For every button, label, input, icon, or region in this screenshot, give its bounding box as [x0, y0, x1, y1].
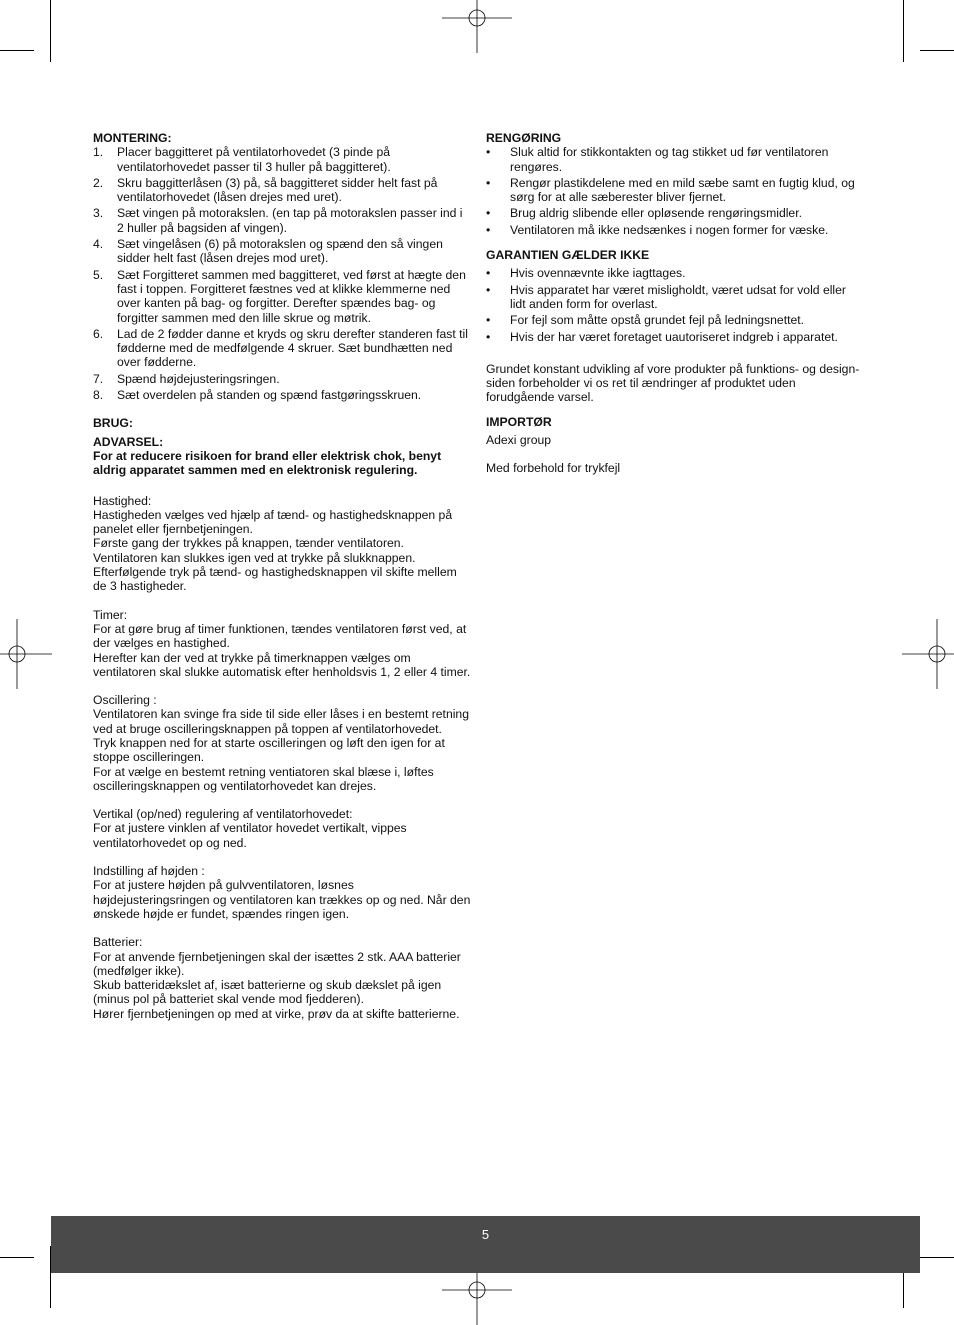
list-item: 7. Spænd højdejusteringsringen. [93, 371, 280, 386]
registration-mark-icon [902, 619, 954, 689]
bullet-icon: • [486, 329, 491, 344]
rengoering-heading: RENGØRING [486, 131, 562, 145]
advarsel-text: For at reducere risikoen for brand eller elektrisk chok, benyt aldrig apparatet sammen med en elektronisk regulering. [93, 448, 442, 478]
list-item: • Sluk altid for stikkontakten og tag stikket ud før ventilatoren rengøres. [486, 145, 829, 174]
list-item: • Brug aldrig slibende eller opløsende rengøringsmidler. [486, 206, 802, 221]
garanti-heading: GARANTIEN GÆLDER IKKE [486, 248, 650, 263]
registration-mark-icon [442, 0, 512, 53]
list-item: 3. Sæt vingen på motorakslen. (en tap på motorakslen passer ind i 2 huller på bagsiden af vingen). [93, 206, 463, 235]
footer-bar [51, 1216, 920, 1273]
hastighed-text: Første gang der trykkes på knappen, tænder ventilatoren. [93, 536, 404, 551]
list-item: • Hvis ovennævnte ikke iagttages. [486, 266, 686, 281]
list-item: 4. Sæt vingelåsen (6) på motorakslen og spænd den så vingen sidder helt fast (låsen drejes mod uret). [93, 237, 443, 266]
importoer-heading: IMPORTØR [486, 414, 552, 429]
crop-mark [0, 1257, 34, 1258]
left-column [93, 131, 471, 1021]
bullet-icon: • [486, 145, 491, 160]
vertikal-text: For at justere vinklen af ventilator hovedet vertikalt, vippes ventilatorhovedet op og ned. [93, 821, 407, 850]
list-item: • Hvis apparatet har været misligholdt, været udsat for vold eller lidt anden form for overlast. [486, 282, 846, 311]
right-column [486, 131, 864, 476]
list-item: 6. Lad de 2 fødder danne et kryds og skru derefter standeren fast til fødderne med de medfølgende 4 skruer. Sæt bundhætten ned over fødderne. [93, 326, 468, 370]
oscillering-heading: Oscillering : [93, 693, 157, 708]
list-item: • Rengør plastikdelene med en mild sæbe samt en fugtig klud, og sørg for at alle sæberester bliver fjernet. [486, 175, 855, 205]
batterier-text: Hører fjernbetjeningen op med at virke, prøv da at skifte batterierne. [93, 1006, 460, 1021]
list-item: 2. Skru baggitterlåsen (3) på, så baggitteret sidder helt fast på ventilatorhovedet (låsen drejes med uret). [93, 175, 438, 205]
timer-text: For at gøre brug af timer funktionen, tændes ventilatoren først ved, at der vælges en hastighed. [93, 621, 467, 651]
page-number: 5 [481, 1227, 490, 1242]
crop-mark [903, 0, 904, 62]
hoejde-heading: Indstilling af højden : [93, 864, 205, 879]
crop-mark [0, 50, 34, 51]
crop-mark [920, 1257, 954, 1258]
list-item: • For fejl som måtte opstå grundet fejl på ledningsnettet. [486, 313, 805, 328]
bullet-icon: • [486, 206, 491, 221]
batterier-text: For at anvende fjernbetjeningen skal der isættes 2 stk. AAA batterier (medfølger ikke). [93, 949, 461, 978]
development-text: Grundet konstant udvikling af vore produkter på funktions- og design-siden forbeholder vi os ret til ændringer af produktet uden forudgående varsel. [486, 361, 860, 405]
hastighed-text: Hastigheden vælges ved hjælp af tænd- og hastighedsknappen på panelet eller fjernbetjeningen. [93, 507, 453, 537]
list-item: 1. Placer baggitteret på ventilatorhovedet (3 pinde på ventilatorhovedet passer til 3 huller på baggitteret). [93, 145, 391, 174]
advarsel-heading: ADVARSEL: [93, 434, 164, 449]
list-item: 8. Sæt overdelen på standen og spænd fastgøringsskruen. [93, 388, 422, 403]
bullet-icon: • [486, 175, 491, 190]
rengoering-list [486, 145, 864, 237]
list-item: • Ventilatoren må ikke nedsænkes i nogen former for væske. [486, 222, 829, 237]
bullet-icon: • [486, 266, 491, 281]
hastighed-text: Efterfølgende tryk på tænd- og hastighedsknappen vil skifte mellem de 3 hastigheder. [93, 565, 457, 594]
timer-text: Herefter kan der ved at trykke på timerknappen vælges om ventilatoren skal slukke automatisk efter henholdsvis 1, 2 eller 4 timer. [93, 650, 471, 679]
bullet-icon: • [486, 282, 491, 297]
timer-heading: Timer: [93, 607, 128, 622]
montering-steps [93, 145, 471, 402]
registration-mark-icon [0, 619, 52, 689]
list-item: 5. Sæt Forgitteret sammen med baggitteret, ved først at hægte den fast i toppen. Forgitteret fæstnes ved at klikke klemmerne ned over kanten på bag- og forgitter. Derefter spændes bag- og forgitter sammen med den lille skrue og møtrik. [93, 267, 466, 325]
brug-heading: BRUG: [93, 416, 133, 431]
montering-heading: MONTERING: [93, 131, 172, 145]
oscillering-text: For at vælge en bestemt retning ventiatoren skal blæse i, løftes oscilleringsknappen og ventilatorhovedet kan drejes. [93, 764, 434, 793]
bullet-icon: • [486, 222, 491, 237]
list-item: • Hvis der har været foretaget uautoriseret indgreb i apparatet. [486, 329, 838, 344]
importoer-name: Adexi group [486, 433, 552, 448]
garanti-list [486, 266, 864, 343]
batterier-heading: Batterier: [93, 935, 143, 950]
hastighed-heading: Hastighed: [93, 493, 152, 508]
crop-mark [50, 0, 51, 62]
oscillering-text: Ventilatoren kan svinge fra side til side eller låses i en bestemt retning ved at bruge oscilleringsknappen på toppen af ventilatorhovedet. [93, 707, 469, 736]
crop-mark [920, 50, 954, 51]
bullet-icon: • [486, 313, 491, 328]
forbehold-text: Med forbehold for trykfejl [486, 461, 621, 476]
batterier-text: Skub batteridækslet af, isæt batterierne og skub dækslet på igen (minus pol på batteriet skal vende mod fjedderen). [93, 978, 442, 1007]
oscillering-text: Tryk knappen ned for at starte oscilleringen og løft den igen for at stoppe oscilleringen. [93, 735, 445, 765]
hoejde-text: For at justere højden på gulvventilatoren, løsnes højdejusteringsringen og ventilatoren kan trækkes op og ned. Når den ønskede højde er fundet, spændes ringen igen. [93, 878, 471, 921]
vertikal-heading: Vertikal (op/ned) regulering af ventilatorhovedet: [93, 807, 353, 822]
hastighed-text: Ventilatoren kan slukkes igen ved at trykke på slukknappen. [93, 550, 416, 565]
